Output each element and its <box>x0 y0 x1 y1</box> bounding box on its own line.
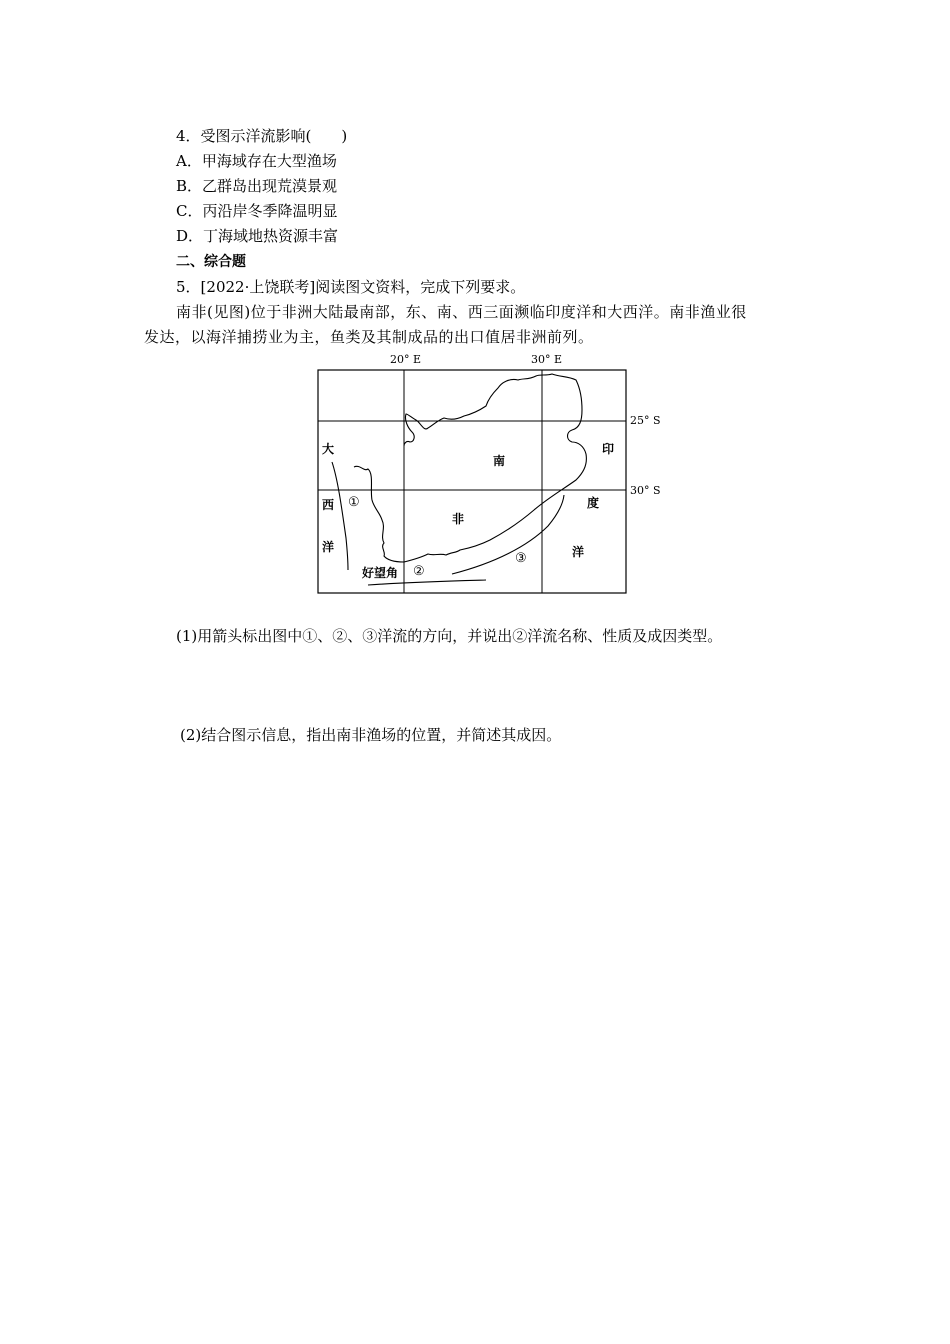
cape-label: 好望角 <box>362 566 399 580</box>
indian-label-2: 度 <box>587 496 600 510</box>
lon-label-30e: 30° E <box>531 353 563 366</box>
q5-paragraph-line2: 发达，以海洋捕捞业为主，鱼类及其制成品的出口值居非洲前列。 <box>144 328 594 346</box>
lat-label-25s: 25° S <box>630 414 661 427</box>
country-label-2: 非 <box>452 512 465 526</box>
south-africa-coastline <box>354 374 586 562</box>
q5-stem: 5．[2022·上饶联考]阅读图文资料，完成下列要求。 <box>176 278 526 296</box>
q4-stem: 4．受图示洋流影响( ) <box>176 127 348 145</box>
country-label-1: 南 <box>493 454 506 468</box>
q4-option-b: B．乙群岛出现荒漠景观 <box>176 177 338 195</box>
q5-subquestion-1: (1)用箭头标出图中①、②、③洋流的方向，并说出②洋流名称、性质及成因类型。 <box>176 627 723 645</box>
indian-label-3: 洋 <box>572 545 585 559</box>
q4-option-c: C．丙沿岸冬季降温明显 <box>176 202 338 220</box>
current-marker-3: ③ <box>515 551 527 566</box>
q5-subquestion-2: (2)结合图示信息，指出南非渔场的位置，并简述其成因。 <box>180 726 562 744</box>
q4-option-a: A．甲海域存在大型渔场 <box>176 152 337 170</box>
q4-option-d: D．丁海域地热资源丰富 <box>176 227 339 245</box>
lat-label-30s: 30° S <box>630 484 661 497</box>
current-marker-1: ① <box>348 495 360 510</box>
atlantic-label-2: 西 <box>322 498 335 512</box>
atlantic-label-3: 洋 <box>322 540 335 554</box>
lon-label-20e: 20° E <box>390 353 422 366</box>
atlantic-label-1: 大 <box>322 442 335 456</box>
current-3-line <box>452 495 564 574</box>
current-1-line <box>332 462 348 570</box>
q5-paragraph-line1: 南非(见图)位于非洲大陆最南部，东、南、西三面濒临印度洋和大西洋。南非渔业很 <box>176 303 747 321</box>
south-africa-map <box>300 350 670 598</box>
section-title: 二、综合题 <box>176 254 246 270</box>
indian-label-1: 印 <box>602 442 615 456</box>
current-marker-2: ② <box>413 564 425 579</box>
